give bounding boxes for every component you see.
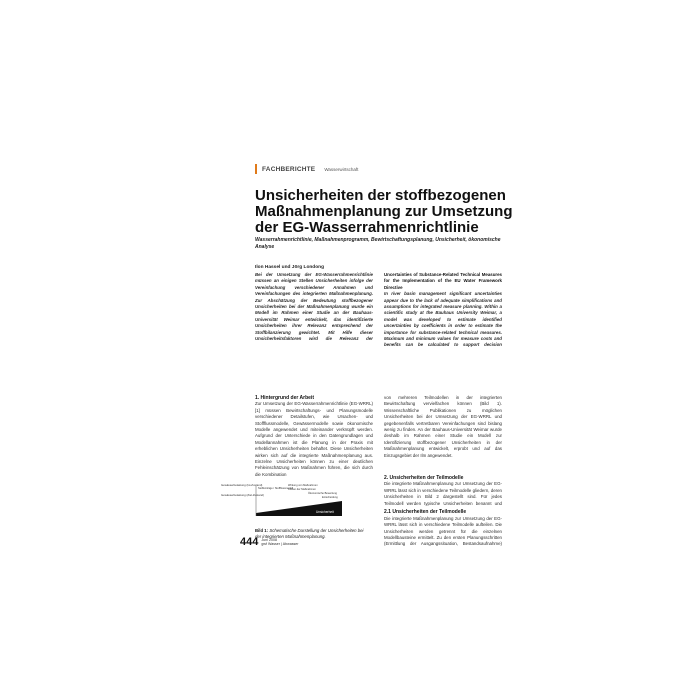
figure-label-1: Gewässerbelastung (Ist-Zustand) (221, 483, 263, 487)
figure-label-2: Gewässerbelastung (Ziel-Zustand) (221, 493, 264, 497)
article-title: Unsicherheiten der stoffbezogenen Maßnahmenplanung zur Umsetzung der EG-Wasserrahmenrichtlinie (255, 187, 513, 236)
abstract-english-title: Uncertainties of Substance-Related Technical Measures for the Implementation of the EU Water Framework Directive (384, 272, 502, 290)
section-2-1-text: Die integrierte Maßnahmenplanung zur Umsetzung der EG-WRRL lässt sich in verschiedene Teilmodelle aufteilen. Die Unsicherheiten werden getrennt für die einzelnen Modellbausteine ermittelt. Zu den ersten Planungsschritten (Ermittlung der Ausgangssituation, Bestandsaufnahme) (384, 515, 502, 547)
section-subkicker: Wasserwirtschaft (324, 166, 359, 172)
section-1-text: Zur Umsetzung der EG-Wasserrahmenrichtlinie (EG-WRRL) [1] müssen Bewirtschaftungs- und Planungsmodelle verschiedener Detailstufen, wie Ursachen- und Stoffflussmodelle, Gewässermodelle sowie ökonomische Modelle angewendet und miteinander verknüpft werden. Aufgrund der Unterschiede in den Datengrundlagen und Modellannahmen ist die Planung in der Praxis mit erheblichen Unsicherheiten behaftet. Diese Unsicherheiten wirken sich auf die integrierte Maßnahmenplanung aus. Einzelne Unsicherheiten können zu einer deutlichen Fehleinschätzung von Maßnahmen führen, die sich durch die Kombination (255, 401, 373, 477)
article-authors: Ilon Hassel und Jörg Londong (255, 265, 325, 270)
abstract-english (384, 272, 502, 347)
section-2-heading: 2. Unsicherheiten der Teilmodelle (384, 475, 464, 481)
section-2-text: Die integrierte Maßnahmenplanung zur Umsetzung der EG-WRRL lässt sich in verschiedene Teilmodelle gliedern, deren Unsicherheiten in Bild 2 dargestellt sind. Für jedes Teilmodell werden typische Unsicherheiten benannt und (384, 481, 502, 506)
article-keywords: Wasserrahmenrichtlinie, Maßnahmenprogramm, Bewirtschaftungsplanung, Unsicherheit, ökonomische Analyse (255, 237, 501, 250)
folio-year: Juni 2008 (261, 538, 277, 542)
section-2-1-heading: 2.1 Unsicherheiten der Teilmodelle (384, 509, 467, 516)
figure-label-3: Stoffeinträge / Stoffflussmodell (258, 487, 294, 490)
folio-meta (261, 537, 298, 546)
section-1 (255, 395, 373, 481)
figure-label-4: Wirkung von Maßnahmen (288, 484, 318, 487)
page-folio (240, 537, 299, 548)
abstract-english-text: In river basin management significant uncertainties appear due to the lack of adequate simplifications and assumptions for integrated measure planning. Within a scientific study at the Bauhaus University Weimar, a model was developed to estimate identified uncertainties by coefficients in order to estimate the importance for substance-related technical measures. Maximum and minimum values for measure costs and benefits can be calculated to support decision (384, 291, 502, 347)
section-1-heading: 1. Hintergrund der Arbeit (255, 395, 314, 401)
figure-1 (220, 482, 343, 518)
section-2 (384, 475, 502, 548)
section-1-continued: von mehreren Teilmodellen in der integrierten Bewirtschaftung vervielfachen können (Bild 1). Wissenschaftliche Publikationen zu möglichen Unsicherheiten bei der Umsetzung der EG-WRRL und gegebenenfalls vertretbaren Vereinfachungen sind bislang wenig zu finden. An der Bauhaus-Universität Weimar wurde deshalb im Rahmen einer Studie ein Modell zur Identifizierung stoffbezogener Unsicherheiten in der Maßnahmenplanung entwickelt, erprobt und auf das Einzugsgebiet der Ilm angewendet. (384, 395, 502, 458)
page-number: 444 (240, 536, 259, 548)
figure-1-diagram (220, 482, 343, 518)
figure-1-caption-text: Schematische Darstellung der Unsicherheiten bei der integrierten Maßnahmenplanung. (255, 528, 364, 539)
figure-1-caption-prefix: Bild 1: (255, 528, 269, 533)
abstract-german: Bei der Umsetzung der EG-Wasserrahmenrichtlinie müssen an einigen Stellen Unsicherheiten infolge der Vereinfachung verschiedener Annahmen und Vereinfachungen des integrierten Maßnahmenplanung. Zur Abschätzung der Bedeutung stoffbezogener Unsicherheiten bei der Maßnahmenplanung wurde ein Modell im Rahmen einer Studie an der Bauhaus-Universität Weimar entwickelt, das identifizierte Unsicherheiten ihrer Relevanz entsprechend der Stoffbilanzierung gewichtet. Mit Hilfe dieser Unsicherheitsfaktoren wird die Relevanz der (255, 272, 373, 342)
folio-journal: gwf Wasser | Abwasser (261, 542, 299, 547)
figure-label-6: Ökonomische Bewertung (308, 492, 337, 495)
section-kicker: FACHBERICHTE (262, 165, 316, 173)
figure-label-5: Kosten der Maßnahmen (288, 488, 316, 491)
section-rule (255, 164, 257, 174)
figure-label-7: Entscheidung (322, 496, 338, 499)
figure-bar-label: Unsicherheit (316, 510, 334, 514)
section-header (255, 164, 358, 174)
